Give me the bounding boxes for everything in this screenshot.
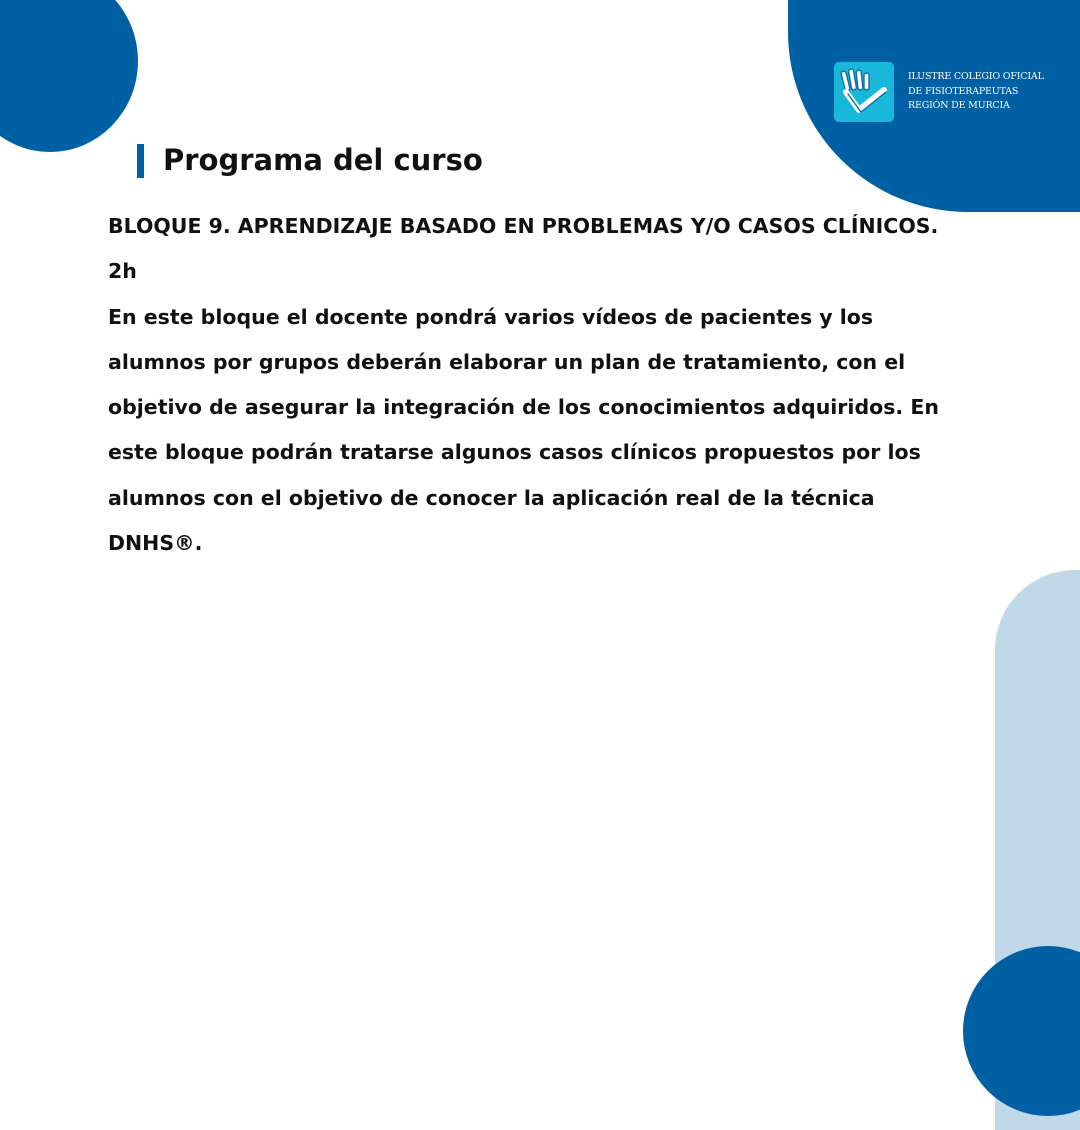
- body-text-line: alumnos por grupos deberán elaborar un plan de tratamiento, con el: [108, 349, 906, 374]
- title-accent-bar: [137, 144, 144, 178]
- logo-text-line: REGIÓN DE MURCIA: [908, 100, 1010, 112]
- logo-text-line: DE FISIOTERAPEUTAS: [908, 85, 1019, 97]
- hand-icon: [834, 62, 894, 122]
- logo-text: [908, 70, 1044, 114]
- logo-text-line: ILUSTRE COLEGIO OFICIAL: [908, 71, 1044, 83]
- college-logo: [834, 62, 1044, 122]
- body-text-line: En este bloque el docente pondrá varios vídeos de pacientes y los: [108, 304, 874, 329]
- body-text-line: alumnos con el objetivo de conocer la aplicación real de la técnica: [108, 485, 875, 510]
- body-text-line: objetivo de asegurar la integración de los conocimientos adquiridos. En: [108, 395, 939, 420]
- decorative-circle-bottom-right: [963, 946, 1080, 1116]
- body-text-line: este bloque podrán tratarse algunos casos clínicos propuestos por los: [108, 440, 921, 465]
- decorative-circle-top-left: [0, 0, 138, 152]
- section-title: Programa del curso: [163, 143, 483, 177]
- body-text-line: DNHS®.: [108, 531, 203, 556]
- block-heading-line: 2h: [108, 259, 137, 284]
- content-block: [108, 204, 943, 566]
- block-heading-line: BLOQUE 9. APRENDIZAJE BASADO EN PROBLEMAS Y/O CASOS CLÍNICOS.: [108, 214, 939, 238]
